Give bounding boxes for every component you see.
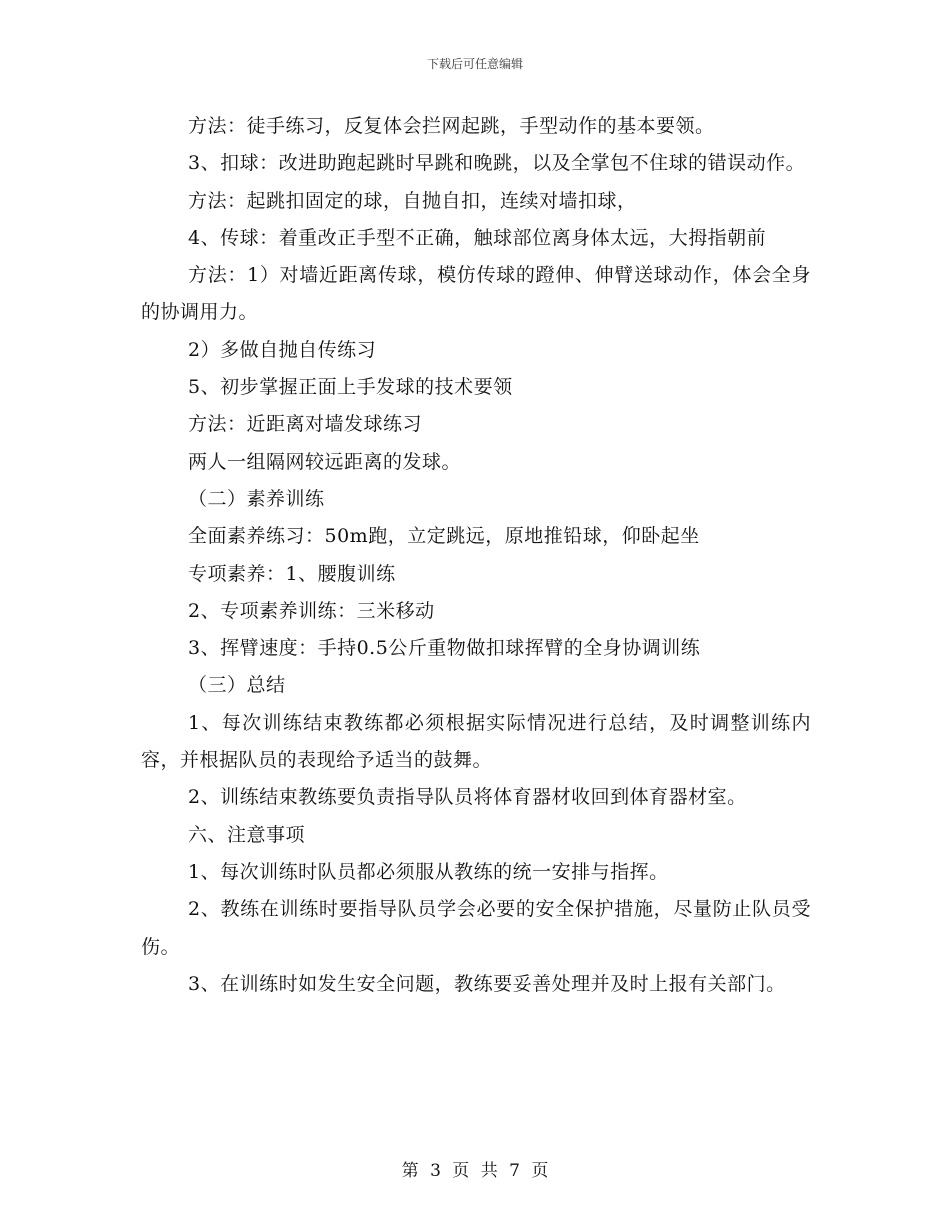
paragraph: 3、在训练时如发生安全问题，教练要妥善处理并及时上报有关部门。 [188, 972, 786, 995]
page-footer: 第 3 页 共 7 页 [401, 1161, 549, 1181]
section-heading: （二）素养训练 [188, 487, 325, 510]
paragraph: 2、教练在训练时要指导队员学会必要的安全保护措施，尽量防止队员受伤。 [141, 898, 811, 958]
paragraph: 4、传球：着重改正手型不正确，触球部位离身体太远，大拇指朝前 [188, 226, 767, 249]
paragraph: 方法：徒手练习，反复体会拦网起跳，手型动作的基本要领。 [188, 115, 715, 137]
paragraph: 方法：1）对墙近距离传球，模仿传球的蹬伸、伸臂送球动作，体会全身的协调用力。 [141, 264, 811, 324]
paragraph: 全面素养练习：50m跑，立定跳远，原地推铅球，仰卧起坐 [188, 525, 700, 548]
paragraph: 专项素养：1、腰腹训练 [188, 562, 396, 585]
paragraph: 5、初步掌握正面上手发球的技术要领 [188, 376, 513, 399]
paragraph: 1、每次训练时队员都必须服从教练的统一安排与指挥。 [188, 860, 669, 883]
paragraph: 3、扣球：改进助跑起跳时早跳和晚跳，以及全掌包不住球的错误动作。 [188, 152, 806, 175]
section-heading: 六、注意事项 [188, 823, 306, 846]
paragraph: 方法：起跳扣固定的球，自抛自扣，连续对墙扣球， [188, 189, 637, 212]
paragraph: 2、专项素养训练：三米移动 [188, 599, 435, 622]
paragraph: 2、训练结束教练要负责指导队员将体育器材收回到体育器材室。 [188, 786, 747, 809]
paragraph: 3、挥臂速度：手持0.5公斤重物做扣球挥臂的全身协调训练 [188, 637, 701, 660]
document-body [141, 108, 811, 1003]
section-heading: （三）总结 [188, 674, 286, 697]
page-header: 下载后可任意编辑 [426, 57, 523, 71]
paragraph: 两人一组隔网较远距离的发球。 [188, 450, 462, 473]
paragraph: 2）多做自抛自传练习 [188, 338, 377, 361]
paragraph: 1、每次训练结束教练都必须根据实际情况进行总结，及时调整训练内容，并根据队员的表现给予适当的鼓舞。 [141, 711, 811, 772]
paragraph: 方法：近距离对墙发球练习 [188, 413, 423, 436]
